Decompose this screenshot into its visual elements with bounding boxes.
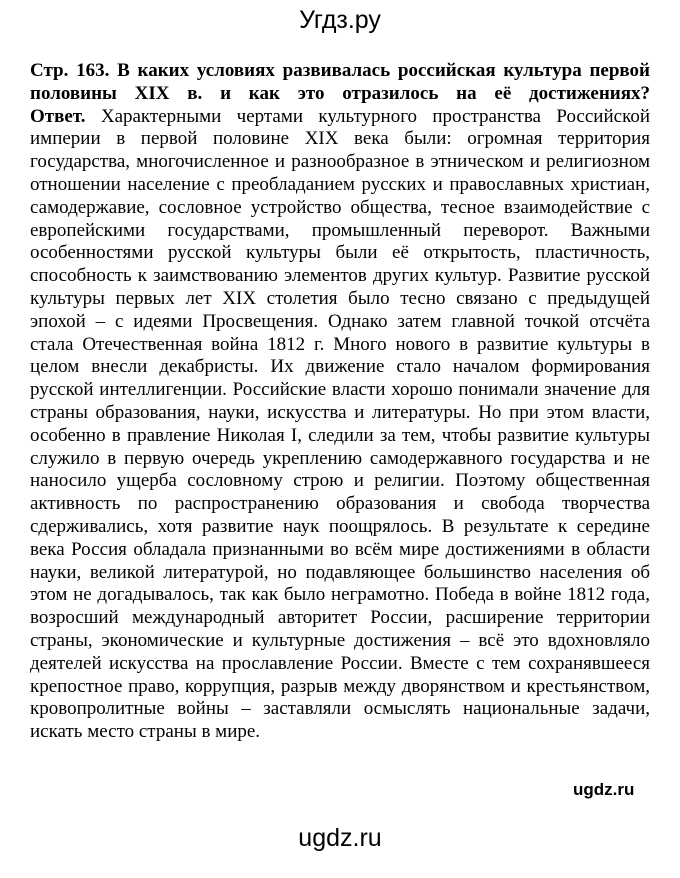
answer-paragraph: [30, 106, 650, 744]
answer-text: Характерными чертами культурного пространства Российской империи в первой половине XIX века были: огромная территория государства, многочисленное и разнообразное в этническом и религиозном отношении население с преобладанием русских и православных христиан, самодержавие, сословное устройство общества, тесное взаимодействие с европейскими государствами, промышленный переворот. Важными особенностями русской культуры были её открытость, пластичность, способность к заимствованию элементов других культур. Развитие русской культуры первых лет XIX столетия было тесно связано с предыдущей эпохой – с идеями Просвещения. Однако затем главной точкой отсчёта стала Отечественная война 1812 г. Много нового в развитие культуры в целом внесли декабристы. Их движение стало началом формирования русской интеллигенции. Российские власти хорошо понимали значение для страны образования, науки, искусства и литературы. Но при этом власти, особенно в правление Николая I, следили за тем, чтобы развитие культуры служило в первую очередь укреплению самодержавного государства и не наносило ущерба сословному строю и религии. Поэтому общественная активность по распространению образования и свобода творчества сдерживались, хотя развитие наук поощрялось. В результате к середине века Россия обладала признанными во всём мире достижениями в области науки, великой литературой, но подавляющее большинство населения об этом не догадывалось, так как было неграмотно. Победа в войне 1812 года, возросший международный авторитет России, расширение территории страны, экономические и культурные достижения – всё это вдохновляло деятелей искусства на прославление России. Вместе с тем сохранявшееся крепостное право, коррупция, разрыв между дворянством и крестьянством, кровопролитные войны – заставляли осмыслять национальные задачи, искать место страны в мире.: [30, 105, 650, 743]
site-header-title: Угдз.ру: [299, 6, 381, 34]
answer-label: Ответ.: [30, 105, 86, 127]
document-content: [30, 60, 650, 744]
inline-watermark: ugdz.ru: [573, 780, 635, 799]
question-heading: Стр. 163. В каких условиях развивалась российская культура первой половины XIX в. и как это отразилось на её достижениях?: [30, 60, 650, 104]
site-footer-title: ugdz.ru: [298, 824, 382, 852]
